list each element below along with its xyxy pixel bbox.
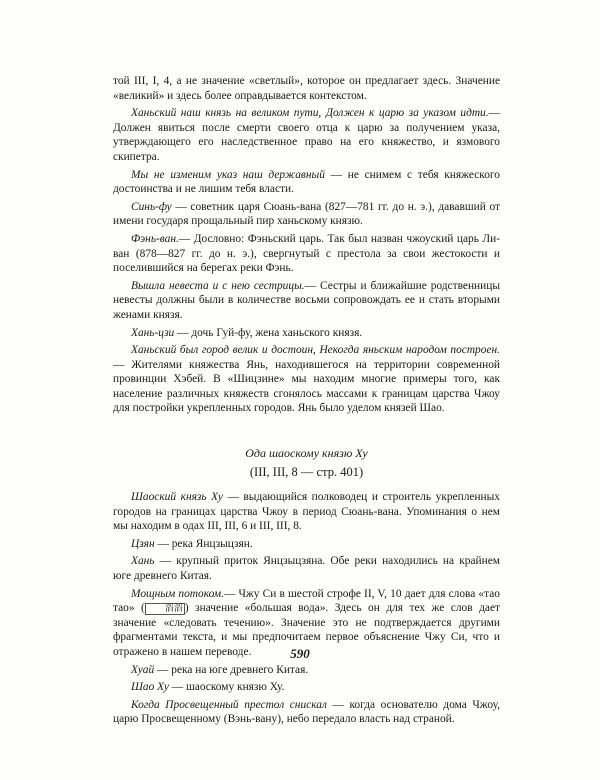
paragraph-continuation	[113, 74, 500, 103]
paragraph-term: Цзян	[131, 537, 155, 550]
paragraph-huay	[113, 663, 500, 678]
paragraph-term: Хуай	[131, 663, 155, 676]
paragraph-term: Мы не изменим указ наш державный	[131, 168, 325, 181]
paragraph-text: — когда основателю дома Чжоу, царю Просвещенному (Вэнь-вану), небо передало власть над страной.	[113, 698, 500, 726]
paragraph-hanskiy-knyaz	[113, 106, 500, 164]
paragraph-text: — Сестры и ближайшие родственницы невесты должны были в количестве восьми сопровождать ее и стать вторыми женами князя.	[113, 279, 500, 321]
paragraph-shao-hu	[113, 490, 500, 534]
commentary-bottom	[113, 490, 500, 727]
paragraph-term: Шао Ху	[131, 681, 169, 694]
paragraph-term: Ханьский был город велик и достоин, Некогда яньским народом построен.	[131, 344, 500, 357]
page-number: 590	[290, 646, 310, 661]
paragraph-text: — река на юге древнего Китая.	[154, 663, 309, 676]
paragraph-text: ) значение «большая вода». Здесь он для тех же слов дает значение «следовать течению». Значение это не подтверждается другими фрагментами текста, и мы предпочитаем первое объяснение Чжу Си, что и отражено в нашем переводе.	[113, 602, 500, 658]
paragraph-term: Шаоский князь Ху	[131, 491, 223, 504]
paragraph-term: Когда Просвещенный престол снискал	[131, 698, 327, 711]
paragraph-term: Хань	[131, 555, 155, 568]
chinese-characters: 滔滔	[145, 603, 185, 615]
paragraph-text: — шаоскому князю Ху.	[168, 681, 285, 694]
paragraph-term: Ханьский наш князь на великом пути, Должен к царю за указом идти.	[131, 107, 489, 120]
paragraph-shao-hu-2	[113, 680, 500, 695]
section-title: Ода шаоскому князю Ху	[245, 446, 368, 461]
paragraph-prestol	[113, 698, 500, 727]
paragraph-text: той III, I, 4, а не значение «светлый», которое он предлагает здесь. Значение «великий» и здесь более оправдывается контекстом.	[113, 75, 500, 102]
paragraph-text: — Жителями княжества Янь, находившегося на территории современной провинции Хэбей. В «Шицзине» мы находим многие примеры того, как население различных княжеств сгонялось массами к границам царства Чжоу для постройки укрепленных городов. Янь было уделом князей Шао.	[113, 358, 500, 415]
paragraph-text: — река Янцзыцзян.	[154, 537, 253, 550]
paragraph-nevesta	[113, 279, 500, 323]
paragraph-text: — дочь Гуй-фу, жена ханьского князя.	[174, 326, 363, 339]
paragraph-text: — Чжу Си в шестой строфе II, V, 10 дает для слова «тао тао» (	[113, 587, 500, 615]
paragraph-term: Фэнь-ван.	[131, 232, 179, 245]
paragraph-term: Вышла невеста и с нею сестрицы.	[131, 279, 305, 292]
paragraph-text: — Должен явиться после смерти своего отца к царю за получением указа, утверждающего его наследственное право на его княжество, и язмового скипетра.	[113, 107, 500, 163]
paragraph-han	[113, 554, 500, 583]
paragraph-term: Хань-цзи	[131, 326, 175, 339]
paragraph-text: — выдающийся полководец и строитель укрепленных городов на границах царства Чжоу в период Сюань-вана. Упоминания о нем мы находим в одах III, III, 6 и III, III, 8.	[113, 491, 500, 533]
paragraph-text: — не снимем с тебя княжеского достоинства и не лишим тебя власти.	[113, 168, 500, 196]
paragraph-text: — советник царя Сюань-вана (827—781 гг. до н. э.), дававший от имени государя прощальный пир ханьскому князю.	[113, 200, 500, 228]
paragraph-han-tszi	[113, 326, 500, 341]
paragraph-gorod	[113, 343, 500, 416]
paragraph-tszyan	[113, 537, 500, 552]
paragraph-fen-van	[113, 232, 500, 276]
paragraph-term: Мощным потоком.	[131, 587, 224, 600]
paragraph-term: Синь-фу	[131, 200, 172, 213]
paragraph-text: — Дословно: Фэньский царь. Так был назван чжоуский царь Ли-ван (878—827 гг. до н. э.), свергнутый с престола за свои жестокости и поселившийся на берегах реки Фэнь.	[113, 232, 500, 275]
paragraph-text: — крупный приток Янцзыцзяна. Обе реки находились на крайнем юге древнего Китая.	[113, 555, 500, 583]
paragraph-sin-fu	[113, 200, 500, 229]
paragraph-ukaz	[113, 168, 500, 197]
section-reference: (III, III, 8 — стр. 401)	[249, 465, 364, 480]
commentary-top	[113, 74, 500, 416]
